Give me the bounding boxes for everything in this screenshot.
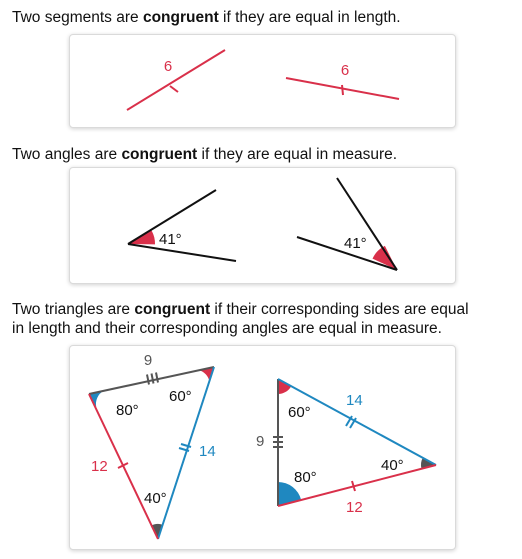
left-triangle-label-40: 40° (144, 490, 167, 507)
triangles-caption (12, 300, 469, 338)
left-triangle-label-80: 80° (116, 402, 139, 419)
triangles-caption-bold: congruent (134, 301, 211, 318)
right-triangle-label-12: 12 (346, 499, 363, 516)
triangles-caption-end: if their corresponding sides are equal (210, 301, 469, 318)
triangles-card (69, 345, 456, 550)
left-triangle-label-60: 60° (169, 388, 192, 405)
angle-left-label: 41° (159, 231, 182, 248)
segments-caption-bold: congruent (142, 9, 219, 26)
triangles-caption-line-2: in length and their corresponding angles are equal in measure. (12, 320, 442, 337)
segment-left-label: 6 (163, 58, 173, 75)
right-triangle-label-40: 40° (381, 457, 404, 474)
angles-caption-end: if they are equal in measure. (197, 146, 398, 163)
angle-right-ray-upper (337, 178, 397, 270)
angle-left-ray-lower (128, 244, 236, 261)
right-triangle-label-60: 60° (288, 404, 311, 421)
left-triangle-label-12: 12 (91, 458, 108, 475)
segments-diagram (70, 35, 455, 127)
angles-caption-bold: congruent (121, 146, 198, 163)
left-triangle-label-9: 9 (143, 352, 153, 369)
segments-caption (12, 8, 401, 27)
angles-diagram (70, 168, 455, 283)
left-triangle-label-14: 14 (199, 443, 216, 460)
segment-left-tick (170, 86, 178, 92)
angle-right-label: 41° (344, 235, 367, 252)
segments-card (69, 34, 456, 128)
segment-left (127, 50, 225, 110)
segment-right-tick (342, 85, 343, 95)
angles-caption-start: Two angles are (12, 146, 122, 163)
right-triangle-label-80: 80° (294, 469, 317, 486)
angles-card (69, 167, 456, 284)
segments-caption-end: if they are equal in length. (218, 9, 401, 26)
triangles-diagram (70, 346, 455, 549)
angles-caption (12, 145, 397, 164)
right-triangle-angle-60-arc (278, 379, 291, 394)
triangles-caption-line-1 (12, 300, 469, 319)
left-triangle-side-9 (89, 367, 214, 394)
segments-caption-start: Two segments are (12, 9, 143, 26)
triangles-caption-start: Two triangles are (12, 301, 135, 318)
segment-right-label: 6 (340, 62, 350, 79)
left-triangle-ticks-triple (147, 373, 158, 385)
right-triangle-label-9: 9 (256, 433, 265, 450)
right-triangle-label-14: 14 (346, 392, 363, 409)
